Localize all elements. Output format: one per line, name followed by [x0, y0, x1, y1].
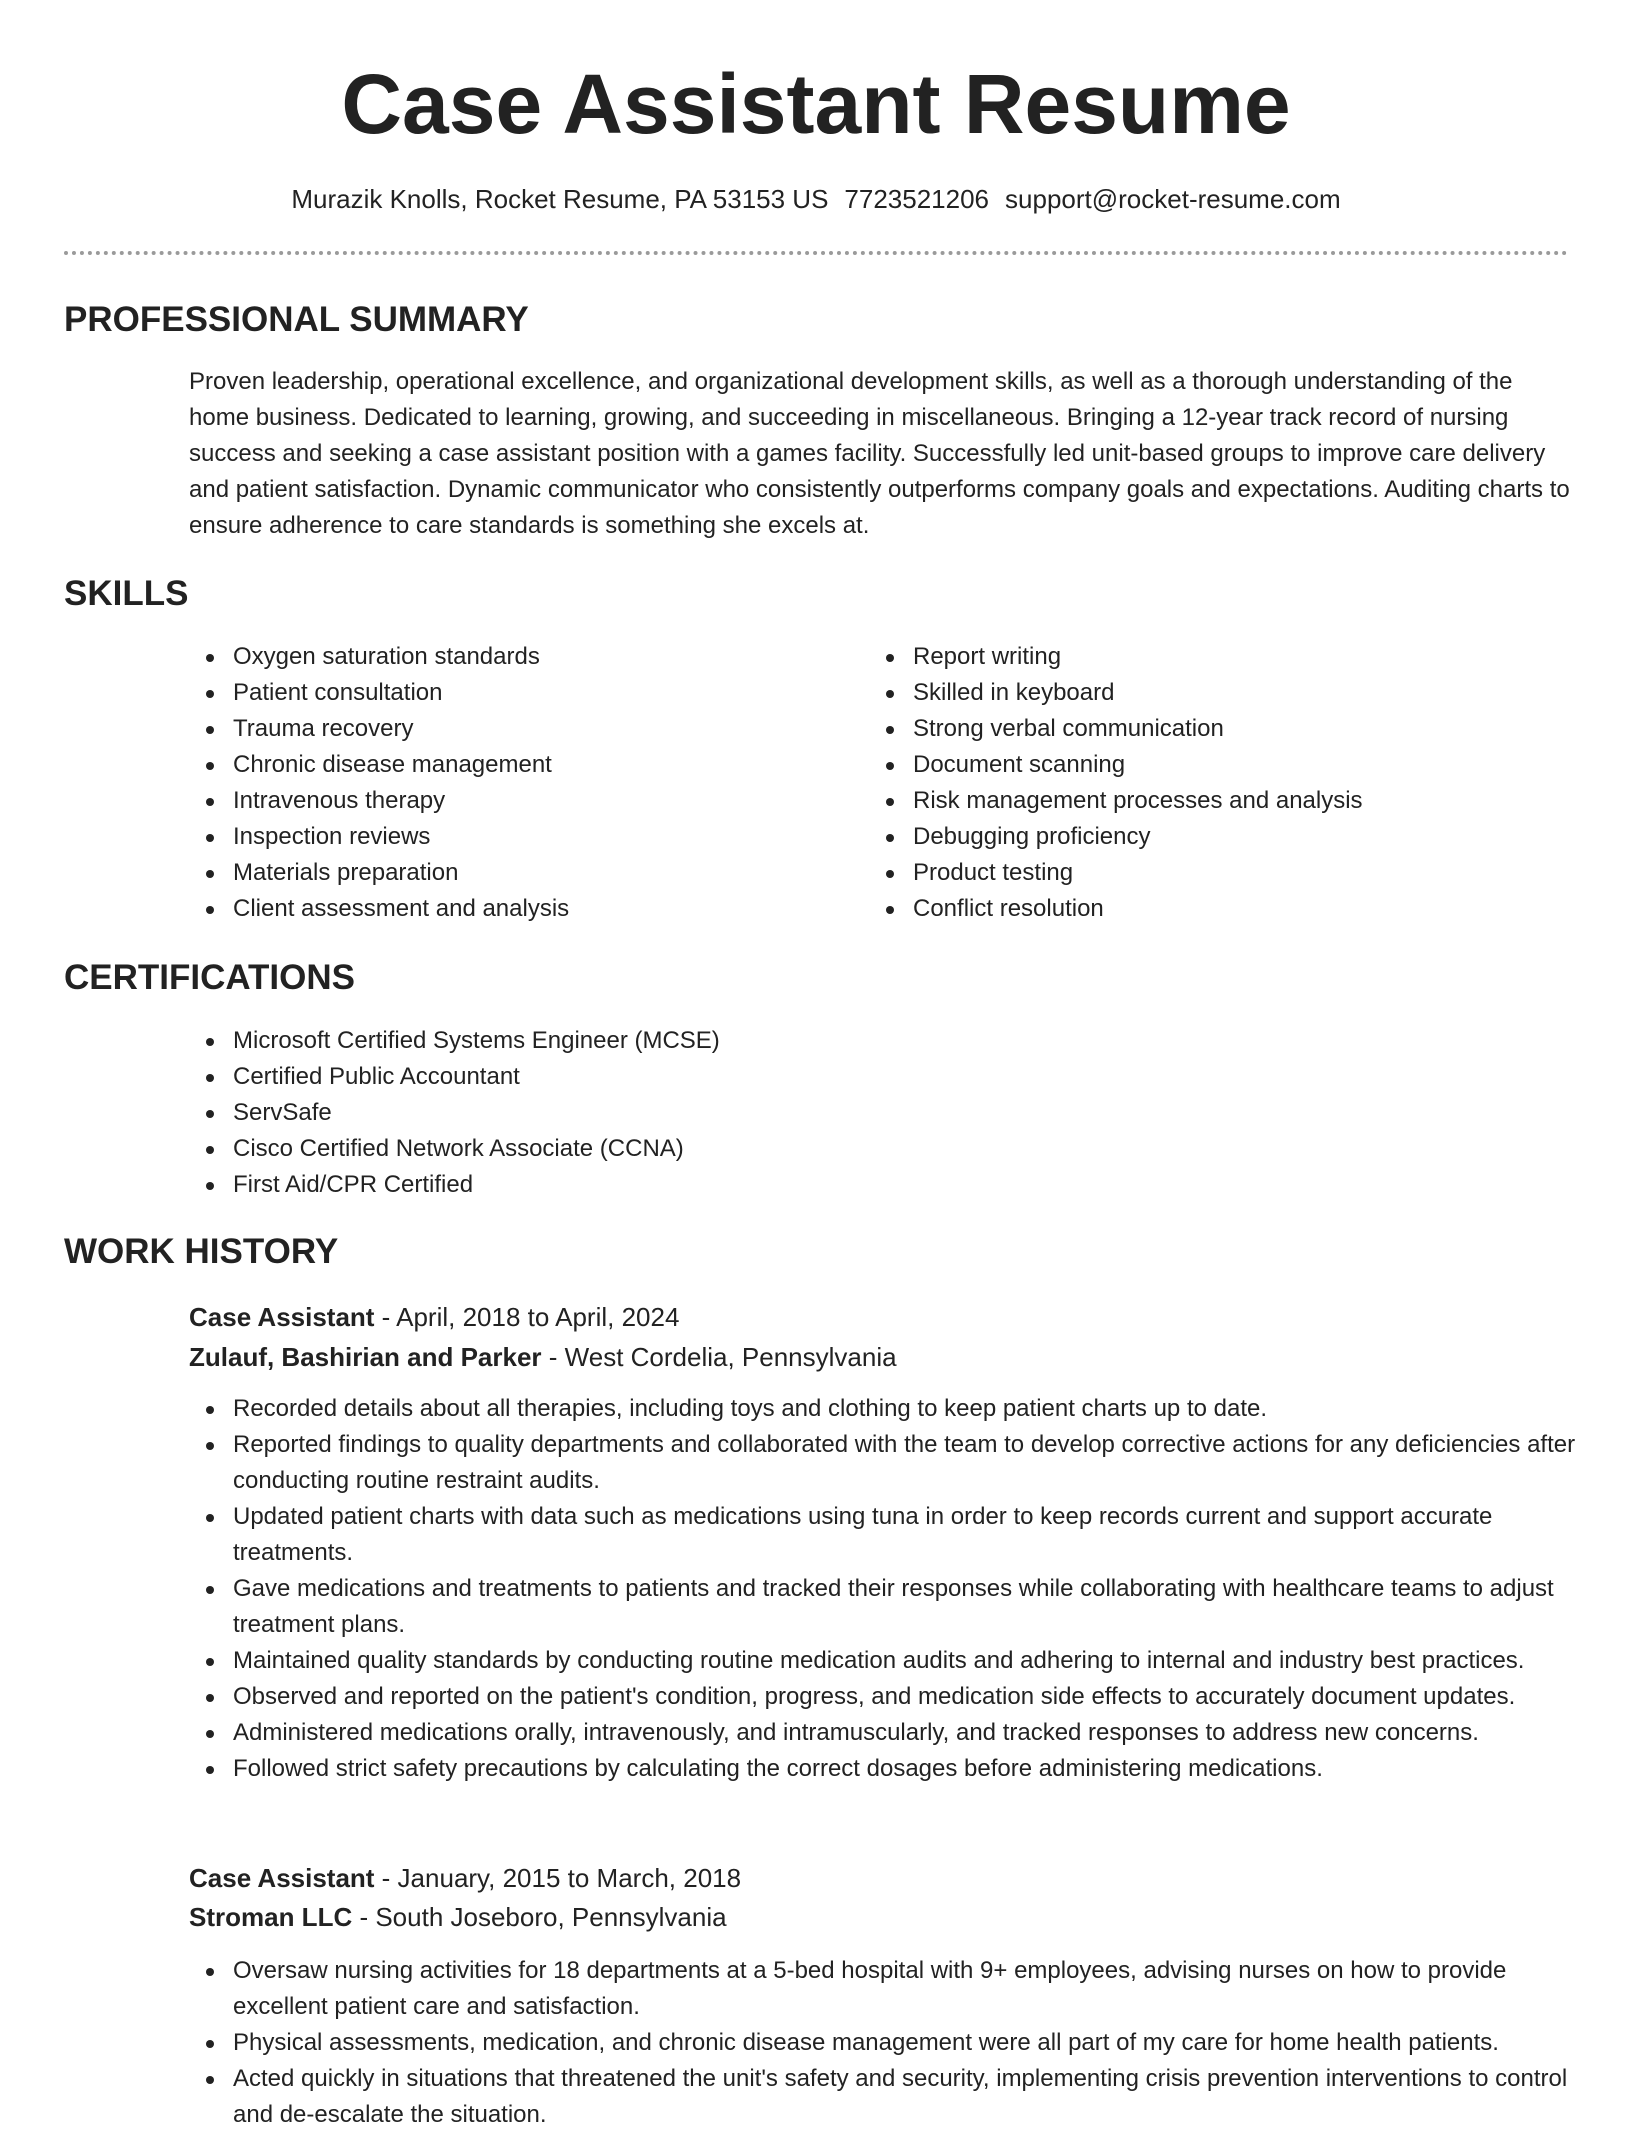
- contact-phone: 7723521206: [844, 184, 990, 214]
- summary-text: Proven leadership, operational excellence, and organizational development skills, as well as a thorough understanding of the home business. Dedicated to learning, growing, and succeeding in miscellaneous. Bringing a 12-year track record of nursing success and seeking a case assistant position with a games facility. Successfully led unit-based groups to improve care delivery and patient satisfaction. Dynamic communicator who consistently outperforms company goals and expectations. Auditing charts to ensure adherence to care standards is something she excels at.: [189, 368, 1570, 539]
- duty-item: Observed and reported on the patient's condition, progress, and medication side effects to accurately document updates.: [189, 1679, 1579, 1715]
- duty-item: Reported findings to quality departments and collaborated with the team to develop corrective actions for any deficiencies after conducting routine restraint audits.: [189, 1427, 1579, 1499]
- skill-item: Report writing: [869, 639, 1569, 675]
- certifications-heading: CERTIFICATIONS: [64, 958, 356, 997]
- certifications-list: [189, 1023, 1189, 1203]
- duty-item: Gave medications and treatments to patients and tracked their responses while collaborating with healthcare teams to adjust treatment plans.: [189, 1571, 1579, 1643]
- skill-item: Trauma recovery: [189, 711, 829, 747]
- duty-item: Updated patient charts with data such as medications using tuna in order to keep records current and support accurate treatments.: [189, 1499, 1579, 1571]
- skill-item: Conflict resolution: [869, 891, 1569, 927]
- job-company-line: [189, 1339, 897, 1375]
- skill-item: Skilled in keyboard: [869, 675, 1569, 711]
- skills-list-column-2: [869, 639, 1569, 927]
- duty-item: Recorded details about all therapies, including toys and clothing to keep patient charts up to date.: [189, 1391, 1579, 1427]
- skill-item: Oxygen saturation standards: [189, 639, 829, 675]
- job-title: Case Assistant: [189, 1302, 375, 1332]
- skill-item: Risk management processes and analysis: [869, 783, 1569, 819]
- job-title-line: [189, 1299, 679, 1335]
- certification-item: First Aid/CPR Certified: [189, 1167, 1189, 1203]
- skill-item: Client assessment and analysis: [189, 891, 829, 927]
- job-duties-list: [189, 1391, 1579, 1787]
- job-duties-list: [189, 1953, 1579, 2133]
- duty-item: Physical assessments, medication, and chronic disease management were all part of my care for home health patients.: [189, 2025, 1579, 2061]
- job-location: - West Cordelia, Pennsylvania: [541, 1342, 897, 1372]
- duty-item: Administered medications orally, intravenously, and intramuscularly, and tracked responses to address new concerns.: [189, 1715, 1579, 1751]
- job-location: - South Joseboro, Pennsylvania: [352, 1902, 727, 1932]
- duty-item: Followed strict safety precautions by calculating the correct dosages before administering medications.: [189, 1751, 1579, 1787]
- contact-email: support@rocket-resume.com: [1005, 184, 1341, 214]
- skill-item: Debugging proficiency: [869, 819, 1569, 855]
- duty-item: Acted quickly in situations that threatened the unit's safety and security, implementing crisis prevention interventions to control and de-escalate the situation.: [189, 2061, 1579, 2133]
- header-divider: [64, 251, 1568, 255]
- contact-line: [0, 182, 1632, 216]
- skill-item: Strong verbal communication: [869, 711, 1569, 747]
- duty-item: Maintained quality standards by conducting routine medication audits and adhering to internal and industry best practices.: [189, 1643, 1579, 1679]
- skill-item: Chronic disease management: [189, 747, 829, 783]
- resume-title: Case Assistant Resume: [341, 57, 1291, 151]
- contact-address: Murazik Knolls, Rocket Resume, PA 53153 US: [291, 184, 829, 214]
- work-history-heading: WORK HISTORY: [64, 1232, 339, 1271]
- certification-item: Microsoft Certified Systems Engineer (MCSE): [189, 1023, 1189, 1059]
- job-company: Stroman LLC: [189, 1902, 353, 1932]
- duty-item: Oversaw nursing activities for 18 departments at a 5-bed hospital with 9+ employees, advising nurses on how to provide excellent patient care and satisfaction.: [189, 1953, 1579, 2025]
- job-dates: - April, 2018 to April, 2024: [374, 1302, 680, 1332]
- skill-item: Product testing: [869, 855, 1569, 891]
- skills-heading: SKILLS: [64, 574, 189, 613]
- job-title: Case Assistant: [189, 1863, 375, 1893]
- job-company: Zulauf, Bashirian and Parker: [189, 1342, 542, 1372]
- skill-item: Patient consultation: [189, 675, 829, 711]
- job-title-line: [189, 1860, 741, 1896]
- summary-heading: PROFESSIONAL SUMMARY: [64, 300, 529, 339]
- certification-item: ServSafe: [189, 1095, 1189, 1131]
- skill-item: Document scanning: [869, 747, 1569, 783]
- certification-item: Certified Public Accountant: [189, 1059, 1189, 1095]
- job-dates: - January, 2015 to March, 2018: [374, 1863, 742, 1893]
- skills-list-column-1: [189, 639, 829, 927]
- skill-item: Intravenous therapy: [189, 783, 829, 819]
- skill-item: Materials preparation: [189, 855, 829, 891]
- job-company-line: [189, 1899, 727, 1935]
- skill-item: Inspection reviews: [189, 819, 829, 855]
- certification-item: Cisco Certified Network Associate (CCNA): [189, 1131, 1189, 1167]
